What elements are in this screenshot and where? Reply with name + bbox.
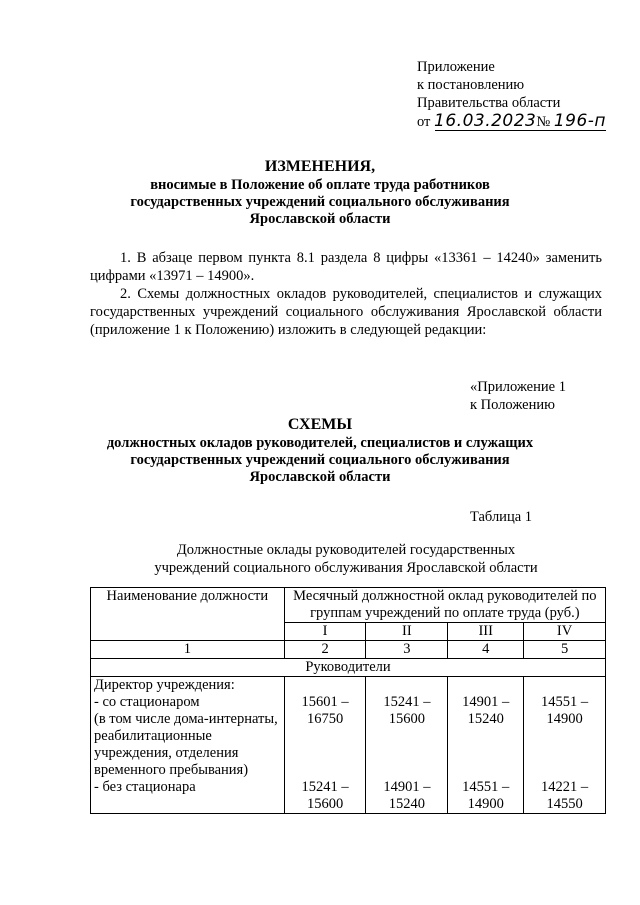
- schemes-line-3: государственных учреждений социального обслуживания: [130, 452, 510, 468]
- changes-line-2: вносимые в Положение об оплате труда работников: [150, 177, 490, 193]
- salary-cell: 14551 – 14900: [448, 779, 524, 814]
- salary-cell: 15241 – 15600: [284, 779, 366, 814]
- table-section-row: [91, 659, 606, 677]
- table-row: [91, 677, 606, 780]
- number-cell: 5: [524, 641, 606, 659]
- salary-cell: 15241 – 15600: [366, 677, 448, 780]
- annex-label: [470, 378, 566, 414]
- salary-cell: 14221 – 14550: [524, 779, 606, 814]
- paragraph-2: 2. Схемы должностных окладов руководителей, специалистов и служащих государственных учреждений социального обслуживания Ярославской области (приложение 1 к Положению) изложить в следующей редакции:: [90, 286, 602, 338]
- header-salary: Месячный должностной оклад руководителей по группам учреждений по оплате труда (руб.): [284, 588, 605, 623]
- table-label: Таблица 1: [470, 509, 533, 525]
- group-cell: II: [366, 623, 448, 641]
- handwritten-date: 16.03.2023: [434, 111, 537, 131]
- section-managers: Руководители: [91, 659, 606, 677]
- position-title: Директор учреждения:: [94, 677, 235, 693]
- changes-title: ИЗМЕНЕНИЯ,: [264, 158, 376, 175]
- changes-line-4: Ярославской области: [249, 211, 391, 227]
- position-cell: [91, 677, 285, 780]
- table-numbering-row: [91, 641, 606, 659]
- changes-line-3: государственных учреждений социального обслуживания: [130, 194, 510, 210]
- annex-line-1: «Приложение 1: [470, 379, 566, 395]
- handwritten-number: 196-п: [553, 111, 607, 131]
- appendix-line-3: Правительства области: [417, 95, 561, 111]
- number-cell: 4: [448, 641, 524, 659]
- table-row: [91, 779, 606, 814]
- number-label: №: [536, 114, 551, 130]
- date-underline: [435, 130, 606, 131]
- table-header-row: [91, 588, 606, 623]
- number-cell: 2: [284, 641, 366, 659]
- header-position: Наименование должности: [91, 588, 285, 641]
- salary-cell: 14551 – 14900: [524, 677, 606, 780]
- group-cell: IV: [524, 623, 606, 641]
- paragraph-1: 1. В абзаце первом пункта 8.1 раздела 8 цифры «13361 – 14240» заменить цифрами «13971 – 14900».: [90, 250, 602, 284]
- table-caption-line-2: учреждений социального обслуживания Ярославской области: [154, 560, 538, 576]
- group-cell: I: [284, 623, 366, 641]
- appendix-block: [417, 58, 606, 131]
- from-label: от: [417, 114, 431, 130]
- number-cell: 1: [91, 641, 285, 659]
- salary-cell: 14901 – 15240: [366, 779, 448, 814]
- schemes-line-2: должностных окладов руководителей, специалистов и служащих: [106, 435, 534, 451]
- salary-cell: 14901 – 15240: [448, 677, 524, 780]
- changes-heading: [90, 158, 550, 228]
- salary-table: [90, 587, 606, 814]
- position-cell: - без стационара: [91, 779, 285, 814]
- appendix-line-1: Приложение: [417, 59, 495, 75]
- schemes-heading: [90, 416, 550, 486]
- table-caption: [90, 541, 602, 577]
- appendix-line-2: к постановлению: [417, 77, 525, 93]
- group-cell: III: [448, 623, 524, 641]
- annex-line-2: к Положению: [470, 397, 555, 413]
- schemes-line-4: Ярославской области: [249, 469, 391, 485]
- position-note: (в том числе дома-интернаты, реабилитационные учреждения, отделения временного пребывания): [94, 711, 278, 778]
- salary-cell: 15601 – 16750: [284, 677, 366, 780]
- number-cell: 3: [366, 641, 448, 659]
- schemes-title: СХЕМЫ: [287, 416, 353, 433]
- table-caption-line-1: Должностные оклады руководителей государственных: [176, 542, 516, 558]
- position-name: - со стационаром: [94, 694, 200, 710]
- appendix-date-line: [417, 112, 606, 131]
